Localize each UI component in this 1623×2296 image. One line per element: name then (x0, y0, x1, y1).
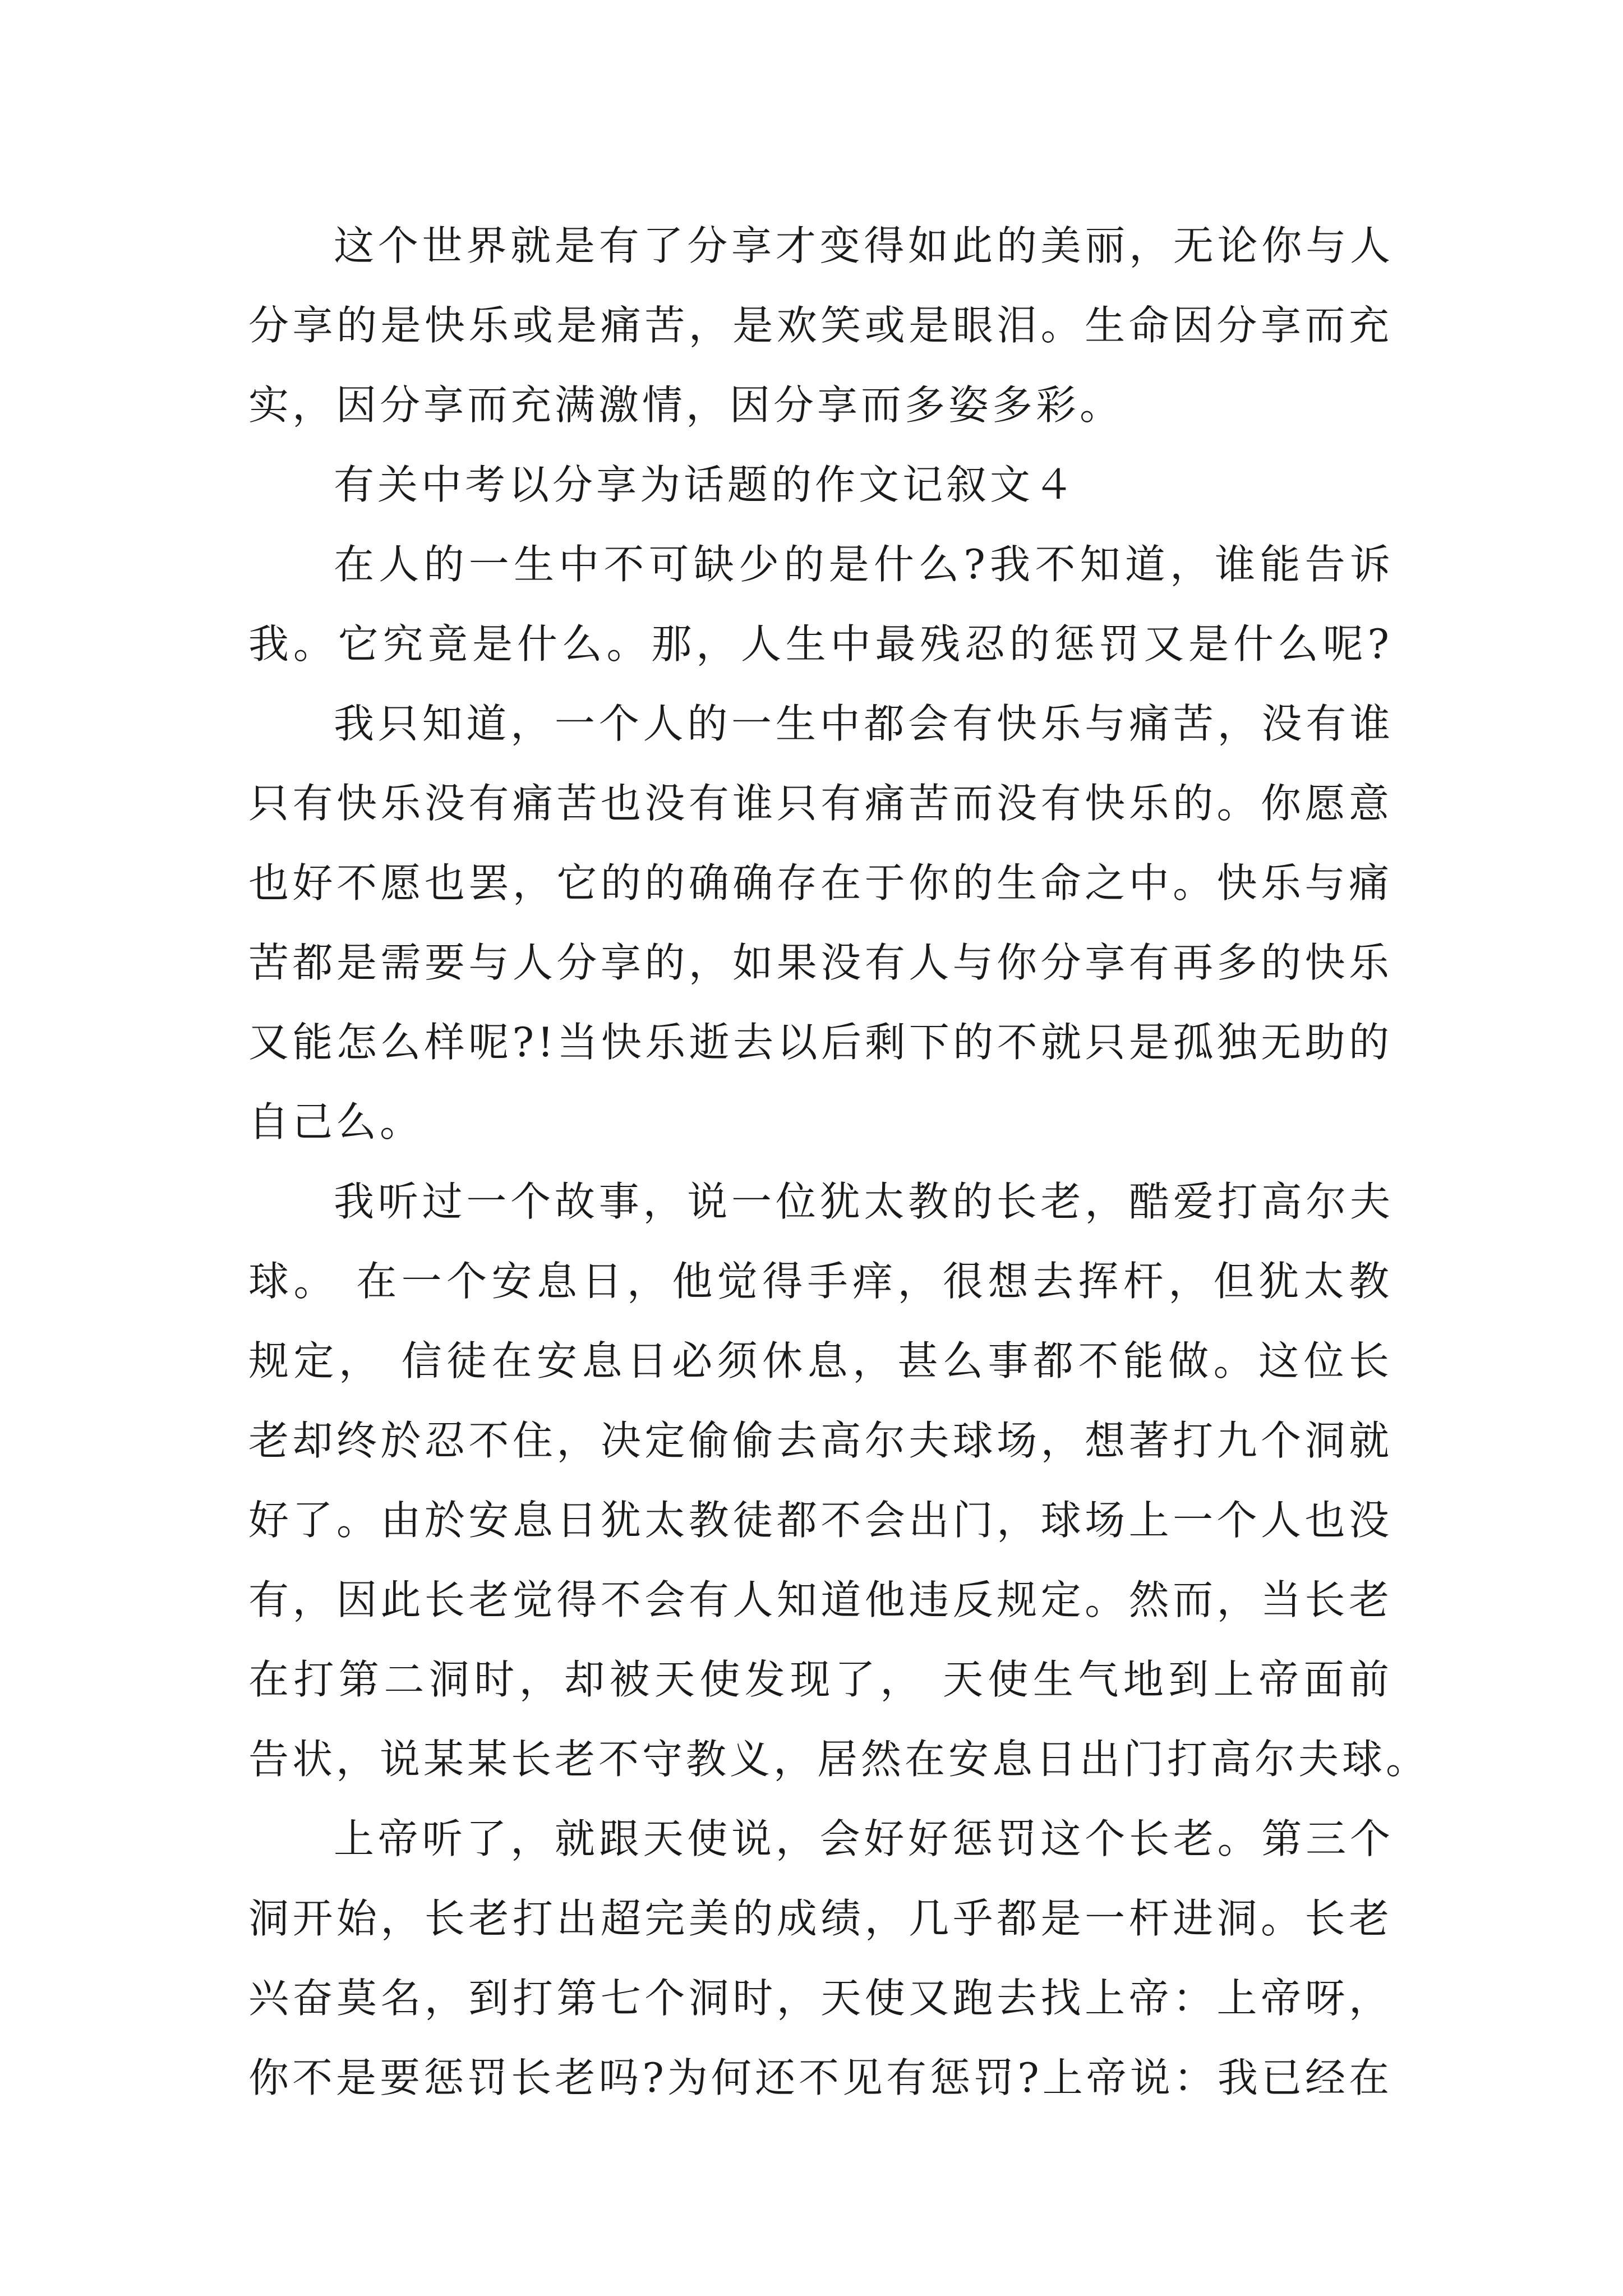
text-line: 有，因此长老觉得不会有人知道他违反规定。然而，当长老 (248, 1576, 1393, 1623)
section-heading: 有关中考以分享为话题的作文记叙文４ (334, 461, 1078, 508)
text-line: 也好不愿也罢，它的的确确存在于你的生命之中。快乐与痛 (248, 859, 1393, 907)
text-line: 苦都是需要与人分享的，如果没有人与你分享有再多的快乐 (248, 939, 1393, 986)
text-line: 在打第二洞时，却被天使发现了， 天使生气地到上帝面前 (248, 1656, 1393, 1703)
text-line: 我。它究竟是什么。那，人生中最残忍的惩罚又是什么呢? (248, 620, 1393, 668)
text-line: 自己么。 (248, 1098, 424, 1145)
text-line: 只有快乐没有痛苦也没有谁只有痛苦而没有快乐的。你愿意 (248, 780, 1393, 827)
text-line: 实，因分享而充满激情，因分享而多姿多彩。 (248, 381, 1124, 429)
text-line: 老却终於忍不住，决定偷偷去高尔夫球场，想著打九个洞就 (248, 1417, 1393, 1464)
text-line: 规定， 信徒在安息日必须休息，甚么事都不能做。这位长 (248, 1337, 1393, 1384)
text-line: 球。 在一个安息日，他觉得手痒，很想去挥杆，但犹太教 (248, 1258, 1393, 1305)
text-line: 在人的一生中不可缺少的是什么?我不知道，谁能告诉 (334, 541, 1394, 588)
text-line: 分享的是快乐或是痛苦，是欢笑或是眼泪。生命因分享而充 (248, 302, 1393, 349)
text-line: 告状，说某某长老不守教义，居然在安息日出门打高尔夫球。 (248, 1736, 1430, 1783)
text-line: 我听过一个故事，说一位犹太教的长老，酷爱打高尔夫 (334, 1178, 1394, 1225)
text-line: 上帝听了，就跟天使说，会好好惩罚这个长老。第三个 (334, 1815, 1394, 1862)
text-line: 又能怎么样呢?!当快乐逝去以后剩下的不就只是孤独无助的 (248, 1019, 1393, 1066)
text-line: 洞开始，长老打出超完美的成绩，几乎都是一杆进洞。长老 (248, 1895, 1393, 1942)
text-line: 你不是要惩罚长老吗?为何还不见有惩罚?上帝说：我已经在 (248, 2054, 1393, 2101)
text-line: 这个世界就是有了分享才变得如此的美丽，无论你与人 (334, 222, 1394, 269)
text-line: 我只知道，一个人的一生中都会有快乐与痛苦，没有谁 (334, 700, 1394, 747)
text-line: 兴奋莫名，到打第七个洞时，天使又跑去找上帝：上帝呀， (248, 1975, 1393, 2022)
text-line: 好了。由於安息日犹太教徒都不会出门，球场上一个人也没 (248, 1497, 1393, 1544)
